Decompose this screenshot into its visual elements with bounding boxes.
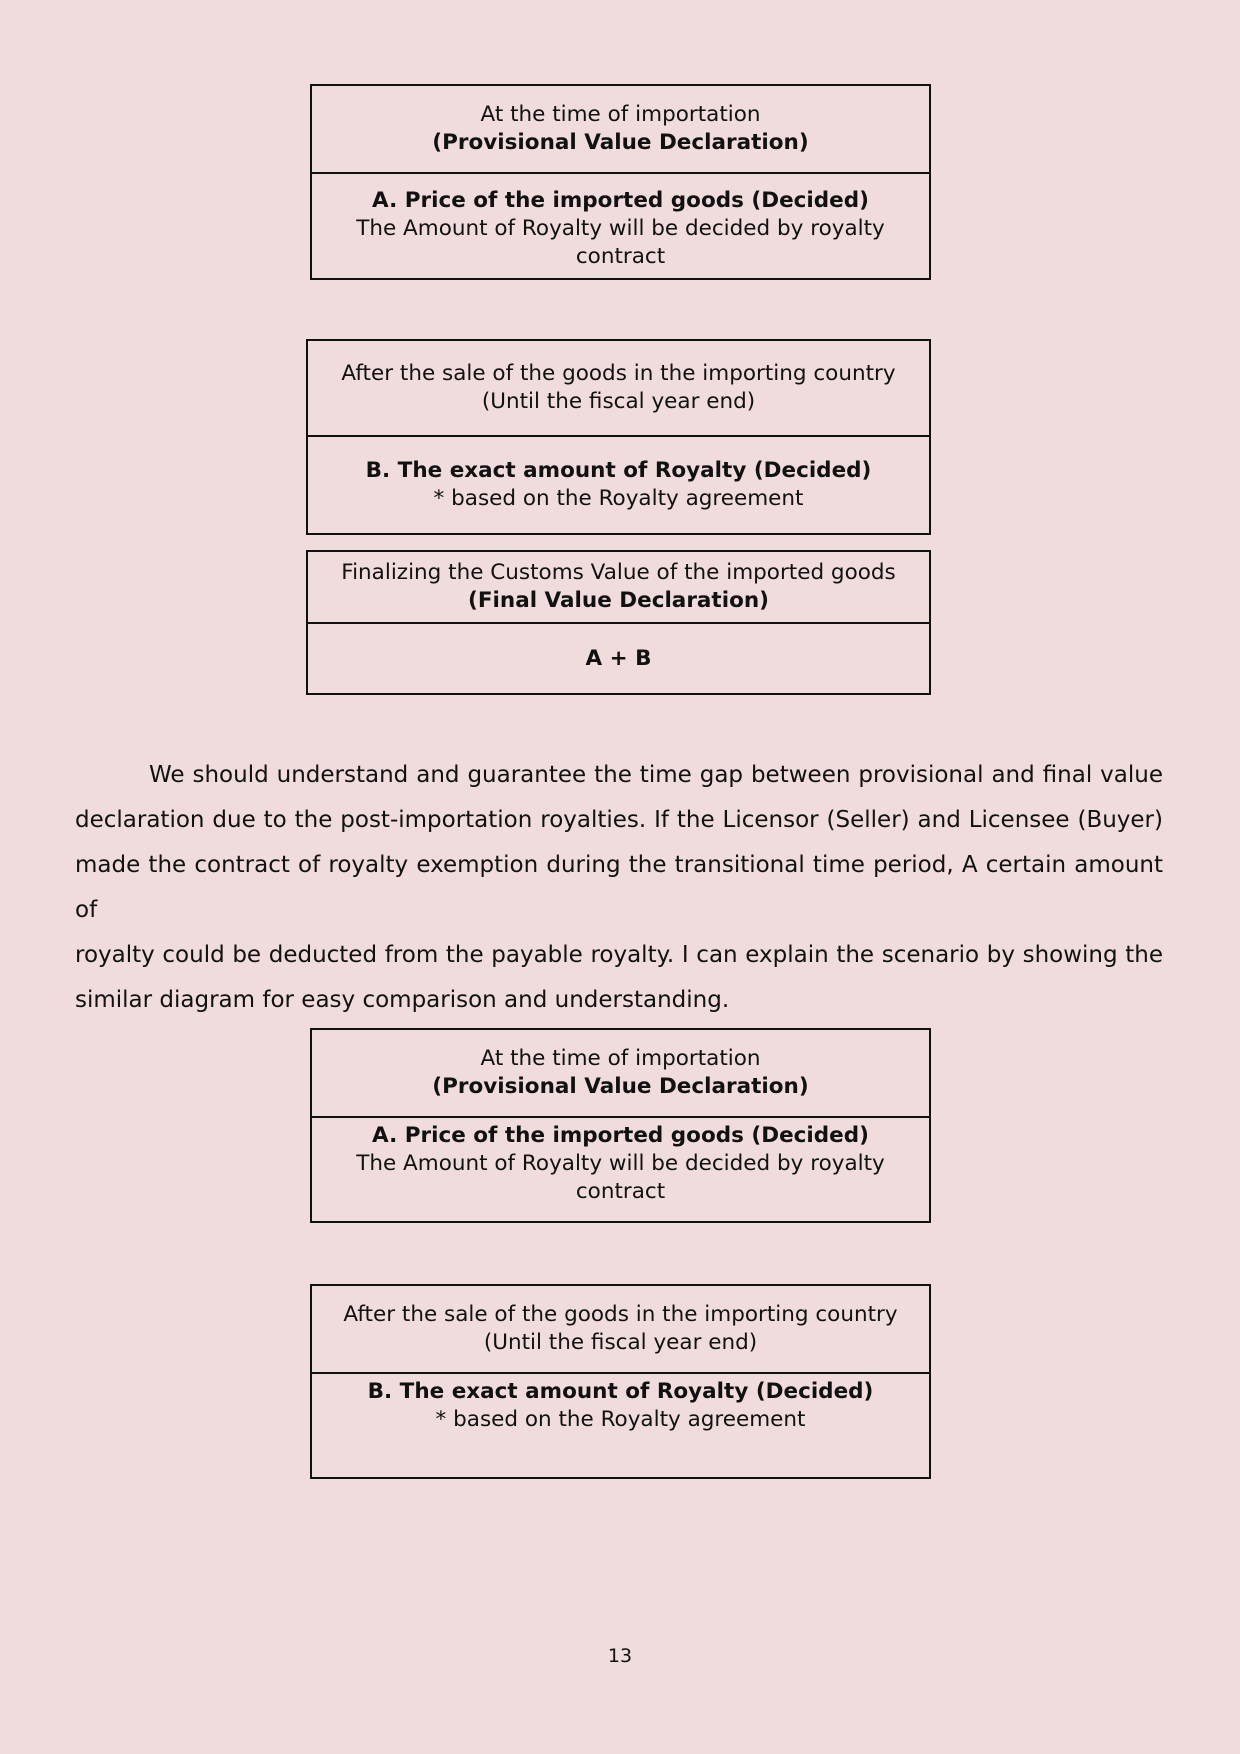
body-text: * based on the Royalty agreement [435,1407,806,1432]
box-header [308,552,929,624]
body-text: * based on the Royalty agreement [433,486,804,511]
body-text: The Amount of Royalty will be decided by royalty contract [356,1151,885,1204]
header-subtitle: (Until the fiscal year end) [483,1330,758,1355]
box-header [308,341,929,437]
provisional-declaration-box [310,84,931,280]
paragraph-line: declaration due to the post-importation royalties. If the Licensor (Seller) and Licensee (Buyer) [75,807,1163,833]
box-header [312,1286,929,1374]
box-header [312,86,929,174]
provisional-declaration-box [310,1028,931,1223]
header-subtitle: (Provisional Value Declaration) [432,1074,809,1099]
header-line: After the sale of the goods in the importing country [341,361,896,386]
box-body [312,174,929,278]
header-subtitle: (Final Value Declaration) [468,588,769,613]
final-declaration-box [306,550,931,695]
page-number: 13 [607,1645,633,1667]
box-body [308,624,929,693]
body-heading: A. Price of the imported goods (Decided) [372,1123,869,1148]
paragraph-line: similar diagram for easy comparison and understanding. [75,987,730,1013]
box-header [312,1030,929,1118]
paragraph-line: royalty could be deducted from the payable royalty. I can explain the scenario by showing the [75,942,1163,968]
paragraph-line: made the contract of royalty exemption during the transitional time period, A certain amount of [75,852,1163,923]
explanation-paragraph [75,753,1163,1023]
header-line: After the sale of the goods in the importing country [343,1302,898,1327]
body-heading: B. The exact amount of Royalty (Decided) [365,458,872,483]
box-body [312,1374,929,1477]
header-subtitle: (Until the fiscal year end) [481,389,756,414]
header-subtitle: (Provisional Value Declaration) [432,130,809,155]
royalty-decided-box [306,339,931,535]
body-text: The Amount of Royalty will be decided by royalty contract [356,216,885,269]
header-line: At the time of importation [480,102,761,127]
body-heading: B. The exact amount of Royalty (Decided) [367,1379,874,1404]
box-body [312,1118,929,1221]
body-heading: A. Price of the imported goods (Decided) [372,188,869,213]
paragraph-line: We should understand and guarantee the time gap between provisional and final value [149,762,1163,788]
body-heading: A + B [585,645,652,671]
box-body [308,437,929,533]
header-line: At the time of importation [480,1046,761,1071]
royalty-decided-box [310,1284,931,1479]
header-line: Finalizing the Customs Value of the imported goods [341,560,896,585]
